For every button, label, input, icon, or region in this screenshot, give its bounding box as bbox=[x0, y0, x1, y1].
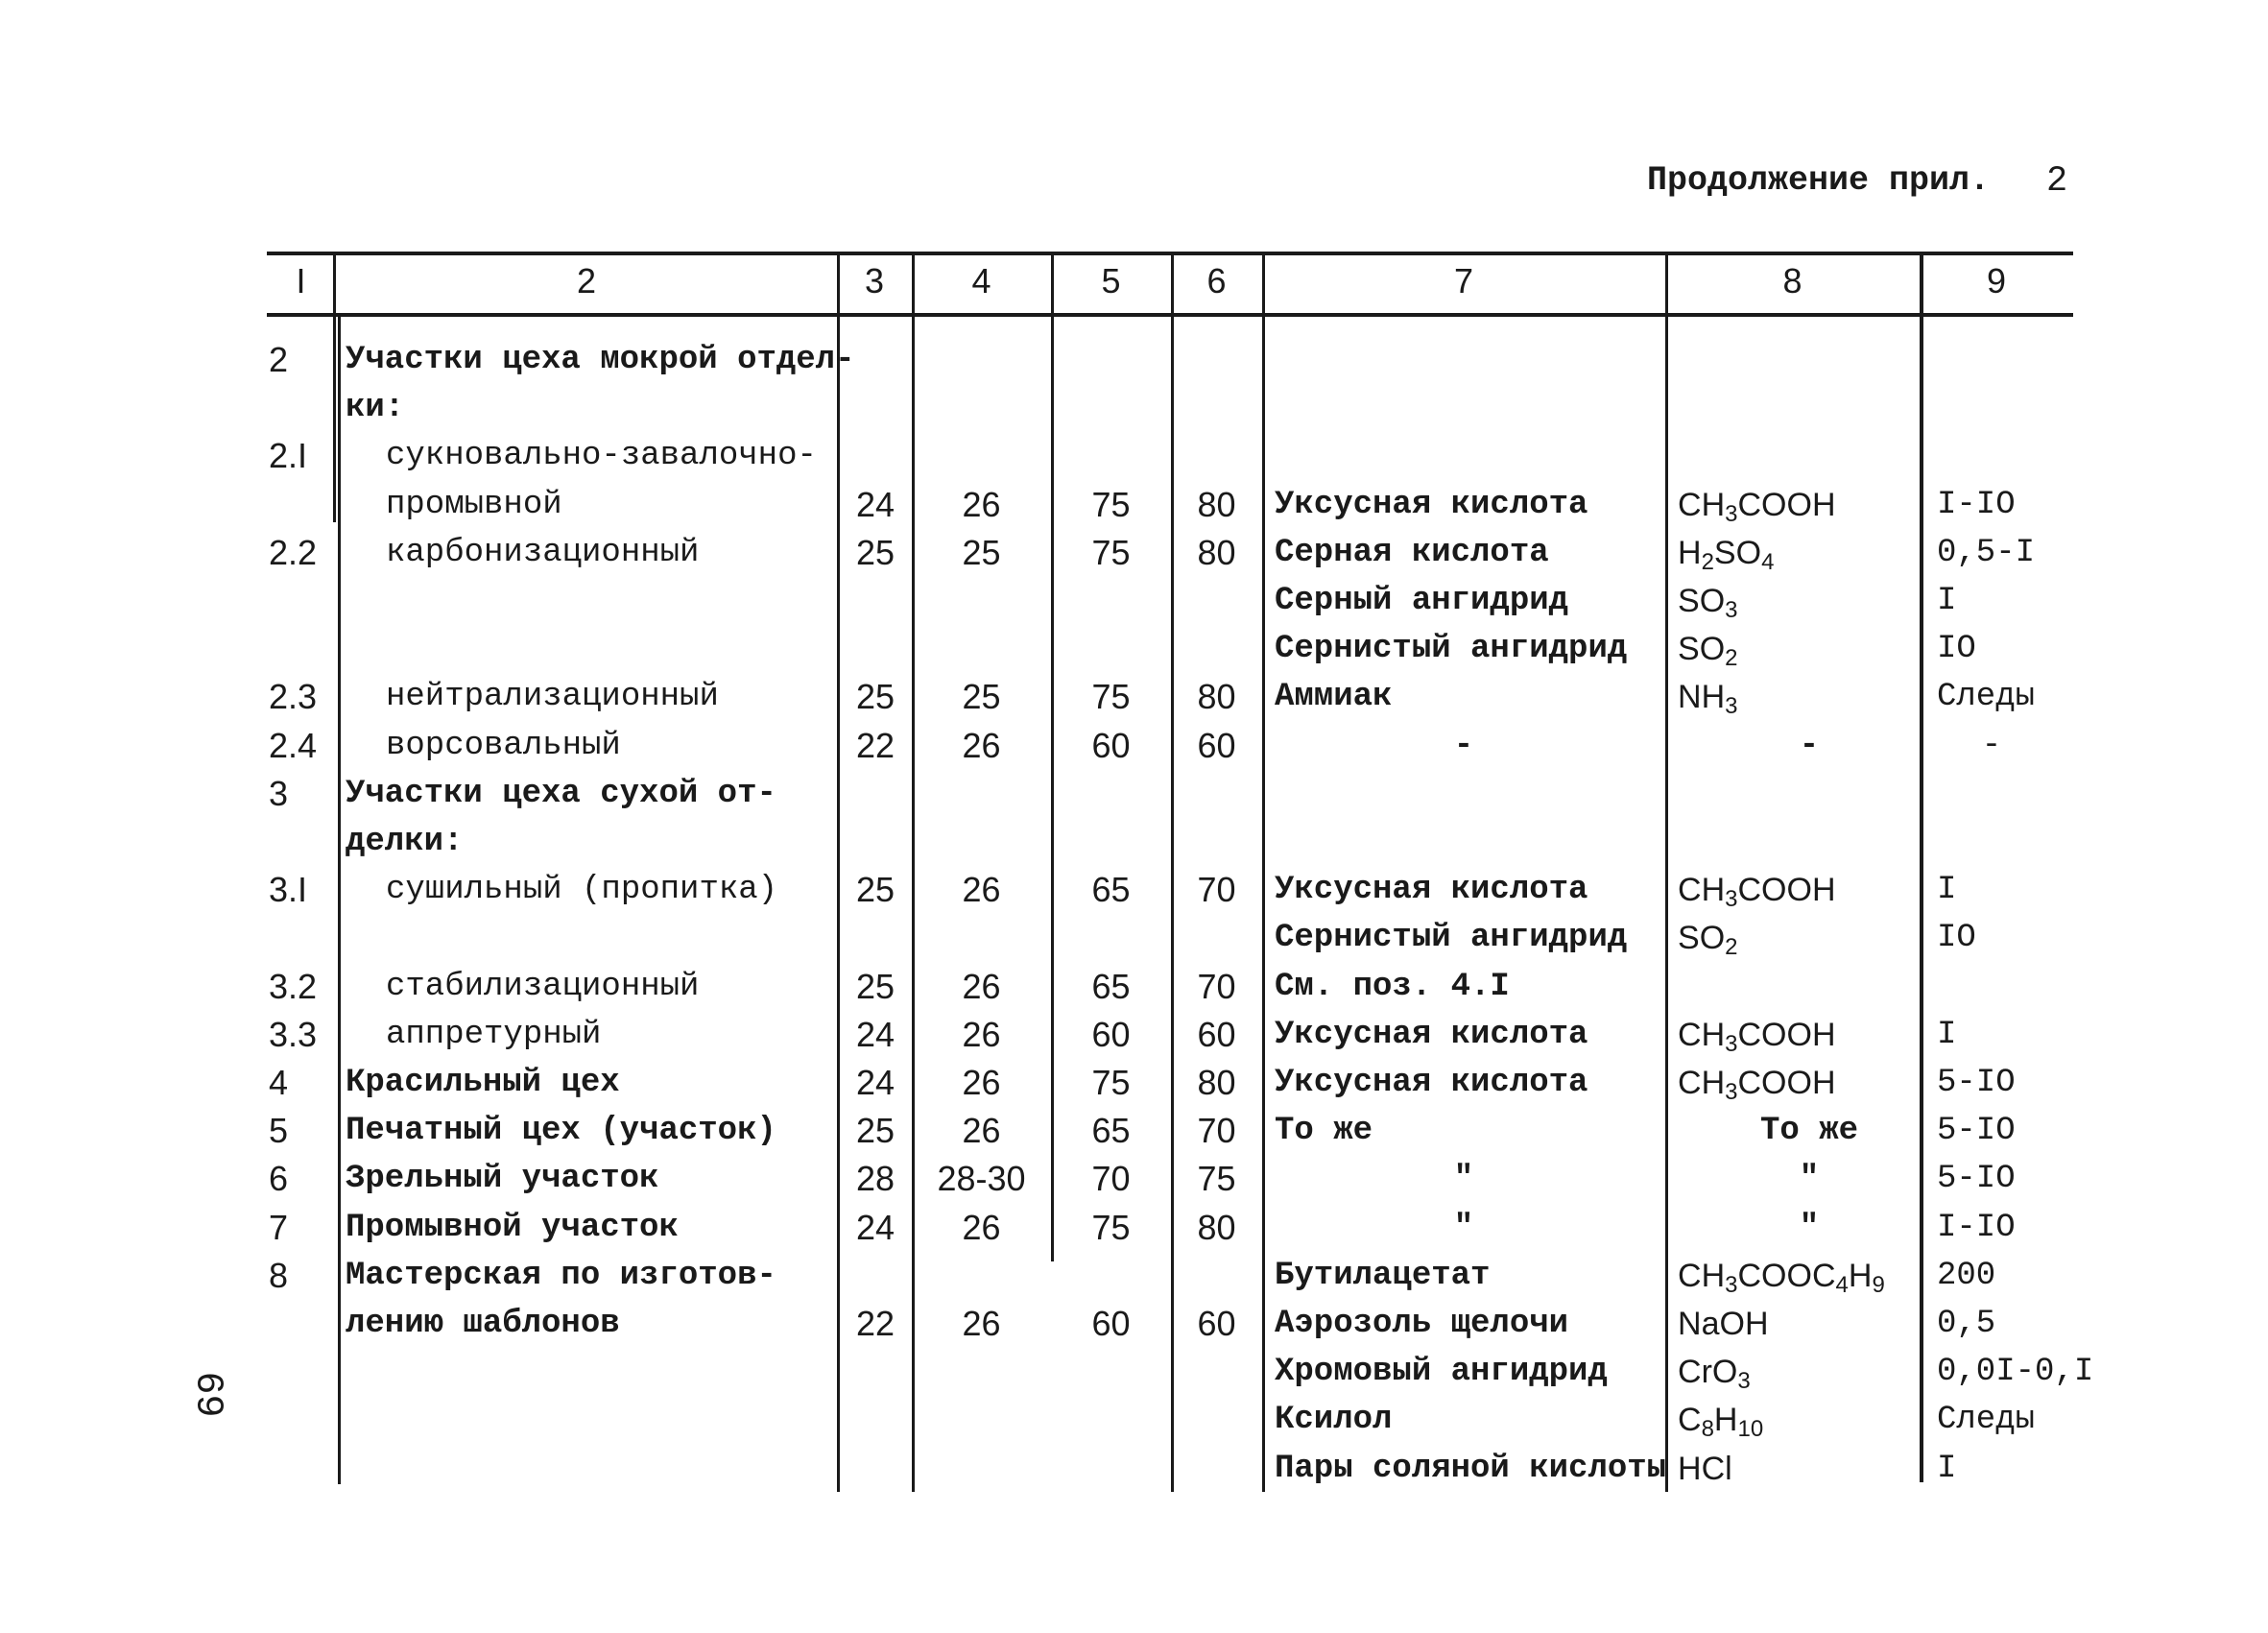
substance-name: Бутилацетат bbox=[1275, 1258, 1491, 1294]
value-c3: 25 bbox=[855, 870, 895, 909]
concentration-value: I bbox=[1937, 583, 1957, 619]
substance-formula: $SO_2$ bbox=[1678, 920, 1738, 960]
row-number: 3 bbox=[269, 774, 289, 813]
substance-formula: $CH_3COOH$ bbox=[1678, 1017, 1836, 1057]
concentration-value: I bbox=[1937, 1017, 1957, 1053]
value-c6: 70 bbox=[1197, 967, 1236, 1006]
value-c6: 80 bbox=[1197, 533, 1236, 572]
row-number: 8 bbox=[269, 1256, 289, 1295]
col-header-3: 3 bbox=[864, 261, 885, 300]
col-divider bbox=[1262, 253, 1265, 1492]
row-number: 2.4 bbox=[269, 726, 318, 765]
row-number: 3.3 bbox=[269, 1015, 318, 1054]
value-c4: 26 bbox=[962, 1111, 1001, 1150]
substance-formula: $CH_3COOH$ bbox=[1678, 1065, 1836, 1105]
substance-name: Сернистый ангидрид bbox=[1275, 631, 1628, 667]
value-c5: 65 bbox=[1091, 870, 1131, 909]
row-number: 3.I bbox=[269, 870, 308, 909]
concentration-value: 0,5-I bbox=[1937, 535, 2036, 571]
value-c6: 60 bbox=[1197, 726, 1236, 765]
substance-name: Ксилол bbox=[1275, 1402, 1393, 1438]
row-number: 2.2 bbox=[269, 533, 318, 572]
row-name: ки: bbox=[346, 390, 405, 426]
value-c5: 65 bbox=[1091, 967, 1131, 1006]
substance-name: Уксусная кислота bbox=[1275, 487, 1588, 523]
value-c6: 80 bbox=[1197, 1063, 1236, 1102]
value-c4: 26 bbox=[962, 485, 1001, 524]
row-name: стабилизационный bbox=[386, 969, 700, 1005]
col-header-1: I bbox=[296, 261, 306, 300]
value-c5: 75 bbox=[1091, 677, 1131, 716]
value-c3: 25 bbox=[855, 677, 895, 716]
row-name: Красильный цех bbox=[346, 1065, 620, 1101]
concentration-value: 200 bbox=[1937, 1258, 1996, 1294]
col-header-7: 7 bbox=[1453, 261, 1474, 300]
value-c6: 60 bbox=[1197, 1015, 1236, 1054]
table-top-rule bbox=[267, 252, 2073, 255]
table-header-rule bbox=[267, 313, 2073, 317]
value-c4: 28-30 bbox=[937, 1159, 1026, 1198]
value-c5: 60 bbox=[1091, 1015, 1131, 1054]
value-c4: 26 bbox=[962, 1208, 1001, 1247]
concentration-value: - bbox=[1981, 728, 2002, 764]
row-name: Участки цеха мокрой отдел- bbox=[346, 342, 855, 378]
value-c6: 80 bbox=[1197, 1208, 1236, 1247]
substance-name: Аммиак bbox=[1275, 679, 1393, 715]
row-number: 2.3 bbox=[269, 677, 318, 716]
row-number: 6 bbox=[269, 1159, 289, 1198]
substance-formula: " bbox=[1799, 1210, 1820, 1246]
col-header-6: 6 bbox=[1206, 261, 1227, 300]
value-c5: 75 bbox=[1091, 485, 1131, 524]
col-header-5: 5 bbox=[1101, 261, 1121, 300]
concentration-value: I bbox=[1937, 1451, 1957, 1487]
substance-name: Пары соляной кислоты bbox=[1275, 1451, 1667, 1487]
value-c3: 24 bbox=[855, 1208, 895, 1247]
col-divider bbox=[1920, 253, 1923, 1482]
substance-formula: $CH_3COOC_4H_9$ bbox=[1678, 1258, 1885, 1298]
substance-formula: $C_8H_{10}$ bbox=[1678, 1402, 1764, 1442]
value-c5: 65 bbox=[1091, 1111, 1131, 1150]
value-c5: 75 bbox=[1091, 1063, 1131, 1102]
concentration-value: 5-IO bbox=[1937, 1065, 2016, 1101]
row-name: Зрельный участок bbox=[346, 1161, 659, 1197]
substance-formula: То же bbox=[1759, 1113, 1859, 1149]
row-number: 7 bbox=[269, 1208, 289, 1247]
concentration-value: 0,5 bbox=[1937, 1306, 1996, 1342]
row-number: 3.2 bbox=[269, 967, 318, 1006]
substance-formula: $SO_3$ bbox=[1678, 583, 1738, 623]
value-c4: 26 bbox=[962, 726, 1001, 765]
row-name: карбонизационный bbox=[386, 535, 700, 571]
value-c6: 60 bbox=[1197, 1304, 1236, 1343]
row-name: Мастерская по изготов- bbox=[346, 1258, 776, 1294]
substance-formula: CrO$_3$ bbox=[1678, 1354, 1751, 1394]
value-c5: 70 bbox=[1091, 1159, 1131, 1198]
row-name: промывной bbox=[386, 487, 562, 523]
row-name: Участки цеха сухой от- bbox=[346, 776, 776, 812]
page-number: 69 bbox=[185, 1371, 229, 1418]
substance-name: " bbox=[1453, 1161, 1474, 1197]
continuation-header: Продолжение прил. bbox=[1647, 161, 1991, 200]
substance-formula: $CH_3COOH$ bbox=[1678, 487, 1836, 527]
col-header-4: 4 bbox=[971, 261, 991, 300]
value-c3: 24 bbox=[855, 1015, 895, 1054]
substance-formula: " bbox=[1799, 1161, 1820, 1197]
substance-formula: $SO_2$ bbox=[1678, 631, 1738, 671]
substance-name: Серный ангидрид bbox=[1275, 583, 1569, 619]
value-c4: 26 bbox=[962, 1063, 1001, 1102]
substance-name: Сернистый ангидрид bbox=[1275, 920, 1628, 956]
substance-formula: $CH_3COOH$ bbox=[1678, 872, 1836, 912]
row-name: Печатный цех (участок) bbox=[346, 1113, 776, 1149]
value-c4: 26 bbox=[962, 967, 1001, 1006]
concentration-value: IO bbox=[1937, 920, 1976, 956]
appendix-number: 2 bbox=[2046, 161, 2068, 202]
substance-formula: $H_2SO_4$ bbox=[1678, 535, 1775, 575]
col-divider bbox=[1665, 253, 1668, 1492]
substance-name: Аэрозоль щелочи bbox=[1275, 1306, 1569, 1342]
value-c4: 26 bbox=[962, 870, 1001, 909]
substance-name: - bbox=[1453, 728, 1474, 764]
concentration-value: 5-IO bbox=[1937, 1113, 2016, 1149]
value-c3: 24 bbox=[855, 485, 895, 524]
row-name: сукновально-завалочно- bbox=[386, 438, 817, 474]
substance-name: Уксусная кислота bbox=[1275, 872, 1588, 908]
col-header-9: 9 bbox=[1986, 261, 2007, 300]
substance-formula: - bbox=[1799, 728, 1820, 764]
row-name: аппретурный bbox=[386, 1017, 602, 1053]
substance-name: Хромовый ангидрид bbox=[1275, 1354, 1608, 1390]
substance-name: Серная кислота bbox=[1275, 535, 1549, 571]
value-c5: 75 bbox=[1091, 533, 1131, 572]
concentration-value: Следы bbox=[1937, 1402, 2036, 1438]
substance-name: То же bbox=[1275, 1113, 1373, 1149]
row-number: 4 bbox=[269, 1063, 289, 1102]
value-c6: 80 bbox=[1197, 677, 1236, 716]
substance-name: Уксусная кислота bbox=[1275, 1065, 1588, 1101]
value-c5: 60 bbox=[1091, 726, 1131, 765]
concentration-value: IO bbox=[1937, 631, 1976, 667]
substance-formula: NaOH bbox=[1678, 1306, 1769, 1342]
value-c4: 26 bbox=[962, 1015, 1001, 1054]
value-c3: 25 bbox=[855, 533, 895, 572]
row-name: делки: bbox=[346, 824, 464, 860]
substance-formula: HCl bbox=[1678, 1451, 1732, 1487]
value-c4: 25 bbox=[962, 533, 1001, 572]
value-c6: 80 bbox=[1197, 485, 1236, 524]
substance-name: Уксусная кислота bbox=[1275, 1017, 1588, 1053]
value-c3: 28 bbox=[855, 1159, 895, 1198]
row-name: Промывной участок bbox=[346, 1210, 679, 1246]
concentration-value: 0,0I-0,I bbox=[1937, 1354, 2094, 1390]
row-number: 2 bbox=[269, 340, 289, 379]
value-c4: 26 bbox=[962, 1304, 1001, 1343]
col-header-8: 8 bbox=[1782, 261, 1802, 300]
row-name: ворсовальный bbox=[386, 728, 621, 764]
value-c5: 75 bbox=[1091, 1208, 1131, 1247]
col-divider bbox=[338, 313, 341, 1484]
substance-name: См. поз. 4.I bbox=[1275, 969, 1510, 1005]
concentration-value: I-IO bbox=[1937, 1210, 2016, 1246]
value-c3: 22 bbox=[855, 1304, 895, 1343]
value-c6: 75 bbox=[1197, 1159, 1236, 1198]
value-c6: 70 bbox=[1197, 870, 1236, 909]
value-c3: 22 bbox=[855, 726, 895, 765]
row-name: нейтрализационный bbox=[386, 679, 719, 715]
row-number: 5 bbox=[269, 1111, 289, 1150]
substance-name: " bbox=[1453, 1210, 1474, 1246]
substance-formula: $NH_3$ bbox=[1678, 679, 1738, 719]
value-c4: 25 bbox=[962, 677, 1001, 716]
value-c3: 24 bbox=[855, 1063, 895, 1102]
value-c3: 25 bbox=[855, 967, 895, 1006]
value-c3: 25 bbox=[855, 1111, 895, 1150]
value-c6: 70 bbox=[1197, 1111, 1236, 1150]
row-name: лению шаблонов bbox=[346, 1306, 620, 1342]
concentration-value: Следы bbox=[1937, 679, 2036, 715]
col-header-2: 2 bbox=[576, 261, 597, 300]
concentration-value: I-IO bbox=[1937, 487, 2016, 523]
concentration-value: I bbox=[1937, 872, 1957, 908]
row-name: сушильный (пропитка) bbox=[386, 872, 778, 908]
value-c5: 60 bbox=[1091, 1304, 1131, 1343]
concentration-value: 5-IO bbox=[1937, 1161, 2016, 1197]
row-number: 2.I bbox=[269, 436, 308, 475]
